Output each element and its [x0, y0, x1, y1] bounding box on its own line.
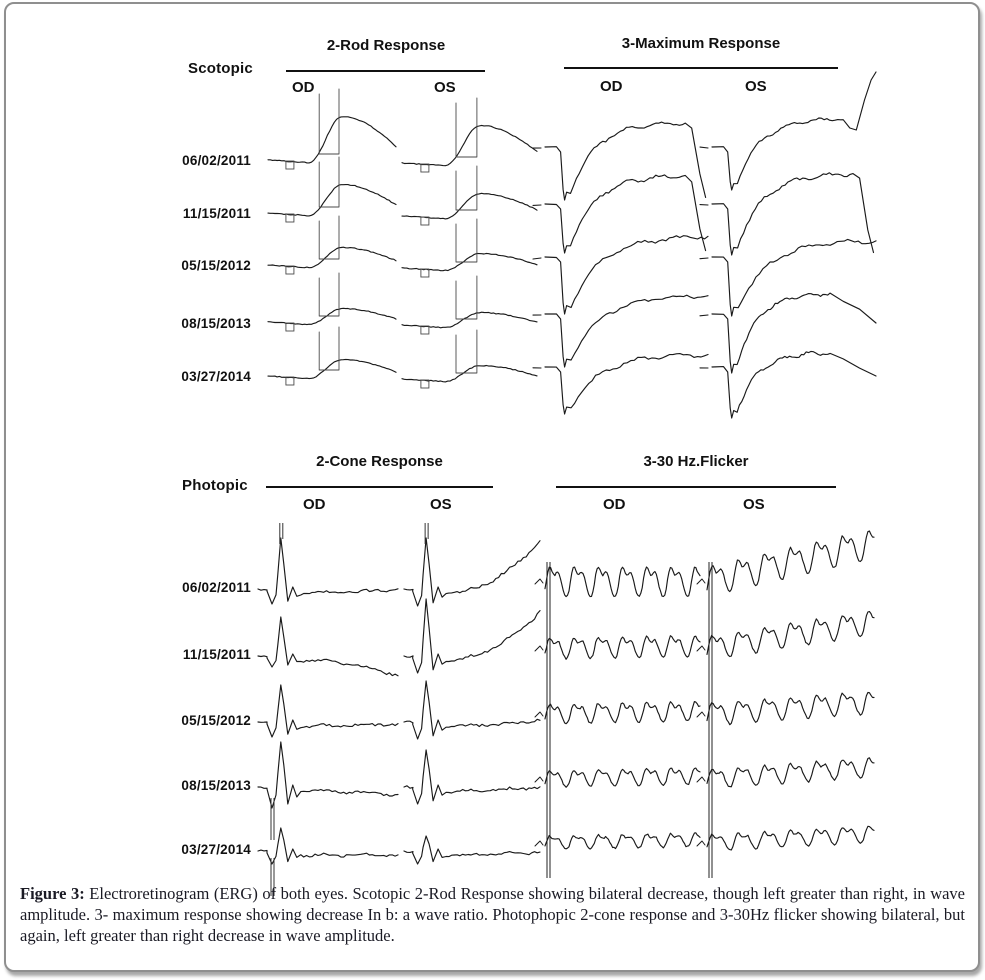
panel-title-rod-response: 2-Rod Response — [326, 37, 446, 54]
panel-title-maximum-response: 3-Maximum Response — [621, 35, 781, 52]
column-label-flicker-od: OD — [603, 496, 626, 513]
column-label-rod-od: OD — [292, 79, 315, 96]
column-label-max-od: OD — [600, 78, 623, 95]
panel-underline-rod — [286, 70, 485, 72]
figure-caption — [20, 884, 965, 946]
column-label-rod-os: OS — [434, 79, 456, 96]
panel-title-flicker: 3-30 Hz.Flicker — [643, 453, 749, 470]
date-label: 08/15/2013 — [181, 316, 251, 331]
panel-underline-maximum — [564, 67, 838, 69]
panel-underline-cone — [266, 486, 493, 488]
date-label: 11/15/2011 — [182, 206, 251, 221]
date-label: 03/27/2014 — [181, 369, 251, 384]
caption-text: Electroretinogram (ERG) of both eyes. Scotopic 2-Rod Response showing bilateral decrease, though left greater than right, in wave amplitude. 3- maximum response showing decrease In b: a wave ratio. Photophopic 2-cone response and 3-30Hz flicker showing bilateral, but again, left greater than right decrease in wave amplitude. — [20, 884, 966, 945]
column-label-flicker-os: OS — [743, 496, 765, 513]
date-label: 08/15/2013 — [181, 778, 251, 793]
date-label: 06/02/2011 — [182, 153, 251, 168]
panel-title-cone-response: 2-Cone Response — [316, 453, 443, 470]
column-label-cone-od: OD — [303, 496, 326, 513]
date-label: 03/27/2014 — [181, 842, 251, 857]
caption-label: Figure 3: — [20, 884, 85, 903]
date-label: 06/02/2011 — [182, 580, 251, 595]
date-label: 05/15/2012 — [181, 258, 251, 273]
date-label: 11/15/2011 — [182, 647, 251, 662]
column-label-max-os: OS — [745, 78, 767, 95]
column-label-cone-os: OS — [430, 496, 452, 513]
date-label: 05/15/2012 — [181, 713, 251, 728]
section-label-photopic: Photopic — [182, 477, 248, 494]
section-label-scotopic: Scotopic — [188, 60, 253, 77]
panel-underline-flicker — [556, 486, 836, 488]
